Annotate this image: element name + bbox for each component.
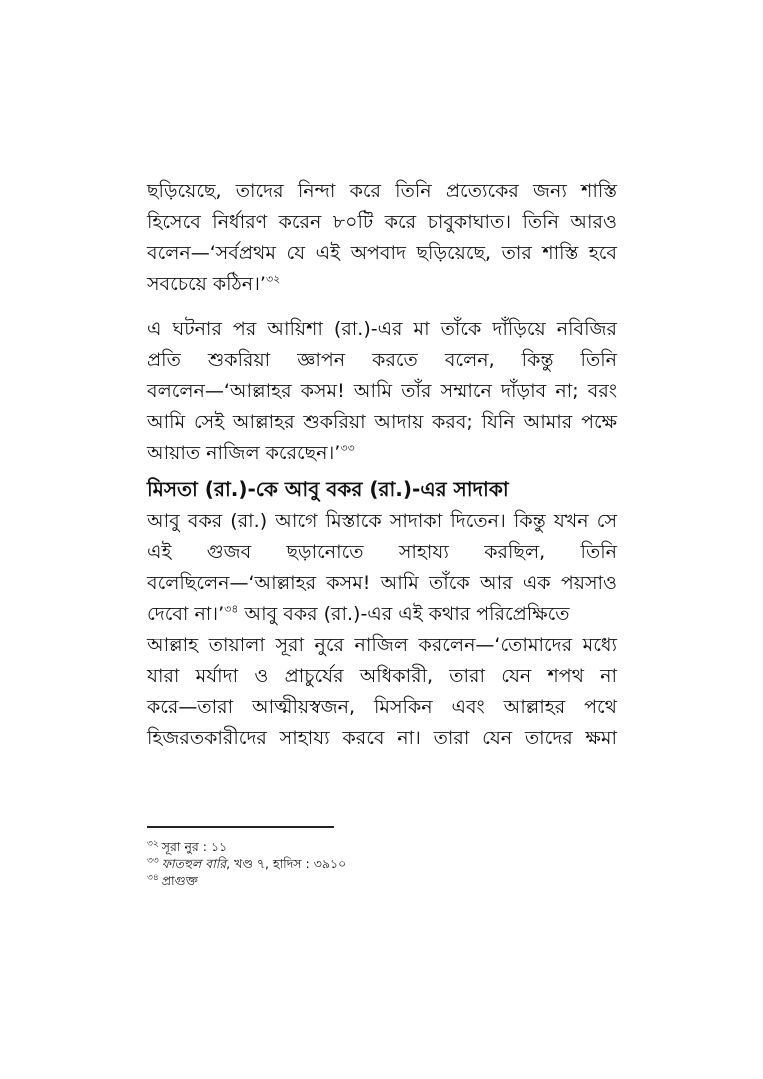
text-line: প্রতি শুকরিয়া জ্ঞাপন করতে বলেন, কিন্তু তিনি (147, 349, 617, 371)
footnote-number: ৩৪ (147, 873, 159, 883)
footnote-ref-32[interactable]: ৩২ (265, 272, 281, 286)
text-line (147, 599, 617, 630)
footnote-ref-33[interactable]: ৩৩ (340, 441, 355, 455)
footnote-33 (147, 853, 617, 870)
text-line: বললেন—‘আল্লাহর কসম! আমি তাঁর সম্মানে দাঁড়াব না; বরং (147, 380, 617, 402)
text-line (147, 438, 617, 469)
text-line: আল্লাহ তায়ালা সূরা নুরে নাজিল করলেন—‘তোমাদের মধ্যে (147, 634, 617, 656)
paragraph-punishment (147, 176, 617, 300)
footnote-text: , খণ্ড ৭, হাদিস : ৩৯১০ (226, 856, 347, 872)
text-line: হিসেবে নির্ধারণ করেন ৮০টি করে চাবুকাঘাত। তিনি আরও (147, 211, 617, 233)
text-line: আবু বকর (রা.) আগে মিস্তাকে সাদাকা দিতেন। কিন্তু যখন সে (147, 510, 617, 532)
paragraph-gratitude (147, 314, 617, 469)
footnote-ref-34[interactable]: ৩৪ (224, 602, 239, 616)
text-line: আমি সেই আল্লাহর শুকরিয়া আদায় করব; যিনি আমার পক্ষে (147, 411, 617, 433)
text-line: ছড়িয়েছে, তাদের নিন্দা করে তিনি প্রত্যেকের জন্য শাস্তি (147, 180, 617, 202)
text-line (147, 269, 617, 300)
text-line-content: দেবো না।’ (147, 603, 225, 625)
text-line: এই গুজব ছড়ানোতে সাহায্য করছিল, তিনি (147, 541, 617, 563)
text-line: যারা মর্যাদা ও প্রাচুর্যের অধিকারী, তারা যেন শপথ না (147, 665, 617, 687)
footnote-32 (147, 836, 617, 853)
text-line: বলেছিলেন—‘আল্লাহর কসম! আমি তাঁকে আর এক পয়সাও (147, 572, 617, 594)
text-line-content: আয়াত নাজিল করেছেন।’ (147, 442, 341, 464)
footnote-number: ৩২ (147, 839, 159, 849)
text-line-content: সবচেয়ে কঠিন।’ (147, 273, 266, 295)
footnote-book-title: ফাতহুল বারি (161, 856, 227, 872)
footnotes (147, 836, 617, 887)
paragraph-sadaqa (147, 506, 617, 754)
text-line: করে—তারা আত্মীয়স্বজন, মিসকিন এবং আল্লাহর পথে (147, 696, 617, 718)
text-line: হিজরতকারীদের সাহায্য করবে না। তারা যেন তাদের ক্ষমা (147, 727, 617, 749)
footnote-divider (147, 826, 334, 828)
footnote-34 (147, 870, 617, 887)
footnote-text: সূরা নুর : ১১ (161, 839, 228, 855)
text-line: বলেন—‘সর্বপ্রথম যে এই অপবাদ ছড়িয়েছে, তার শাস্তি হবে (147, 242, 617, 264)
text-line: এ ঘটনার পর আয়িশা (রা.)-এর মা তাঁকে দাঁড়িয়ে নবিজির (147, 318, 617, 340)
footnote-text: প্রাগুক্ত (161, 873, 198, 889)
footnote-number: ৩৩ (147, 856, 159, 866)
text-line-content: আবু বকর (রা.)-এর এই কথার পরিপ্রেক্ষিতে (238, 603, 570, 625)
section-heading: মিসতা (রা.)-কে আবু বকর (রা.)-এর সাদাকা (147, 477, 509, 501)
